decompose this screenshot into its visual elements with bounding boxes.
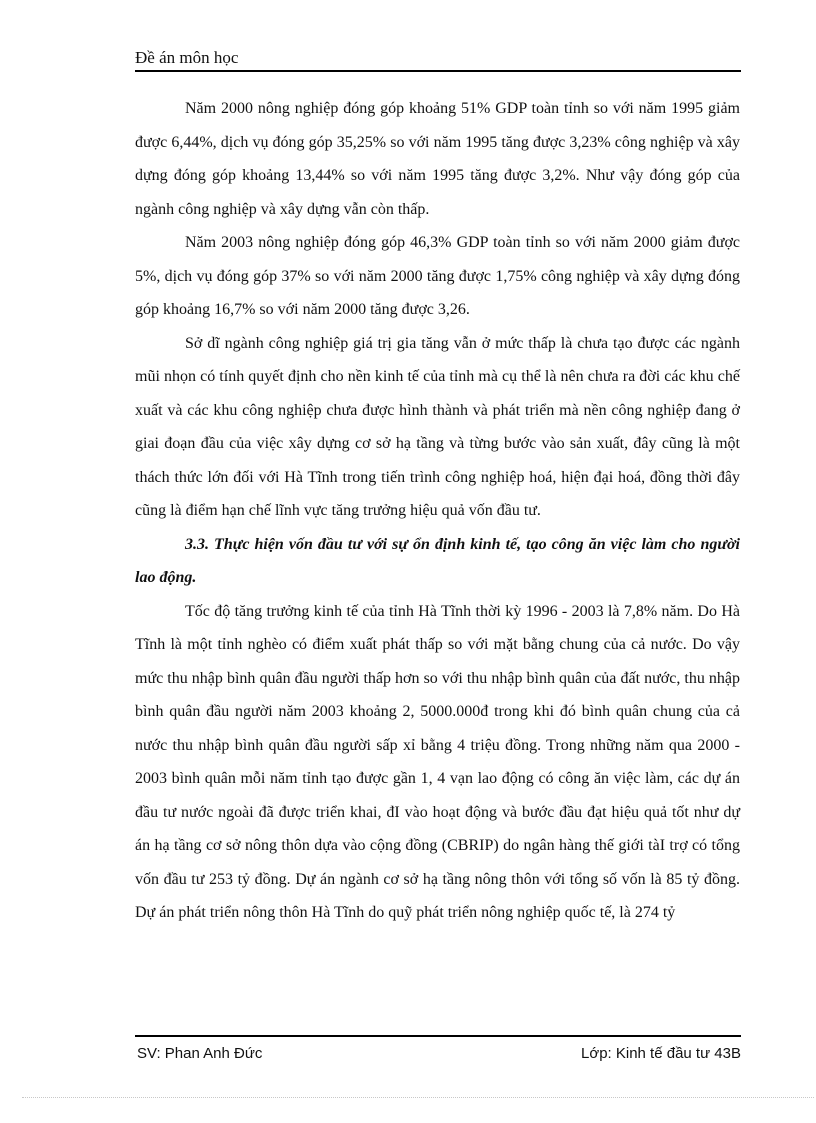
document-body [135, 92, 740, 930]
paragraph-2: Năm 2003 nông nghiệp đóng góp 46,3% GDP toàn tỉnh so với năm 2000 giảm được 5%, dịch vụ đóng góp 37% so với năm 2000 tăng được 1,75% công nghiệp và xây dựng đóng góp khoảng 16,7% so với năm 2000 tăng được 3,26. [135, 234, 740, 318]
paragraph-3: Sở dĩ ngành công nghiệp giá trị gia tăng vẫn ở mức thấp là chưa tạo được các ngành mũi nhọn có tính quyết định cho nền kinh tế của tỉnh mà cụ thể là nên chưa ra đời các khu chế xuất và các khu công nghiệp chưa được hình thành và phát triển mà nền công nghiệp đang ở giai đoạn đầu của việc xây dựng cơ sở hạ tầng và từng bước vào sản xuất, đây cũng là một thách thức lớn đối với Hà Tĩnh trong tiến trình công nghiệp hoá, hiện đại hoá, đồng thời đây cũng là điểm hạn chế lĩnh vực tăng trưởng hiệu quả vốn đầu tư. [135, 334, 740, 519]
footer-student: SV: Phan Anh Đức [137, 1045, 263, 1062]
paragraph-4: Tốc độ tăng trưởng kinh tế của tỉnh Hà Tĩnh thời kỳ 1996 - 2003 là 7,8% năm. Do Hà Tĩnh là một tỉnh nghèo có điểm xuất phát thấp so với mặt bằng chung của cả nước. Do vậy mức thu nhập bình quân đầu người thấp hơn so với thu nhập bình quân của đất nước, thu nhập bình quân đầu người năm 2003 khoảng 2, 5000.000đ trong khi đó bình quân chung của cả nước thu nhập bình quân đầu người sấp xỉ bằng 4 triệu đồng. Trong những năm qua 2000 - 2003 bình quân mỗi năm tỉnh tạo được gần 1, 4 vạn lao động có công ăn việc làm, các dự án đầu tư nước ngoài đã được triển khai, đI vào hoạt động và bước đầu đạt hiệu quả tốt như dự án hạ tầng cơ sở nông thôn dựa vào cộng đồng (CBRIP) do ngân hàng thế giới tàI trợ có tổng vốn đầu tư 253 tỷ đồng. Dự án ngành cơ sở hạ tầng nông thôn với tổng số vốn là 85 tỷ đồng. Dự án phát triển nông thôn Hà Tĩnh do quỹ phát triển nông nghiệp quốc tế, là 274 tỷ [135, 602, 740, 921]
paragraph-1: Năm 2000 nông nghiệp đóng góp khoảng 51% GDP toàn tỉnh so với năm 1995 giảm được 6,44%, dịch vụ đóng góp 35,25% so với năm 1995 tăng được 3,23% công nghiệp và xây dựng đóng góp khoảng 13,44% so với năm 1995 tăng được 3,2%. Như vậy đóng góp của ngành công nghiệp và xây dựng vẫn còn thấp. [135, 100, 740, 218]
page-footer [135, 1035, 741, 1067]
section-heading: 3.3. Thực hiện vốn đầu tư với sự ổn định kinh tế, tạo công ăn việc làm cho người lao động. [135, 535, 740, 586]
header-title: Đề án môn học [135, 48, 239, 67]
page-header [135, 46, 741, 72]
footer-class: Lớp: Kinh tế đầu tư 43B [581, 1045, 741, 1062]
page-edge-divider [22, 1097, 814, 1098]
